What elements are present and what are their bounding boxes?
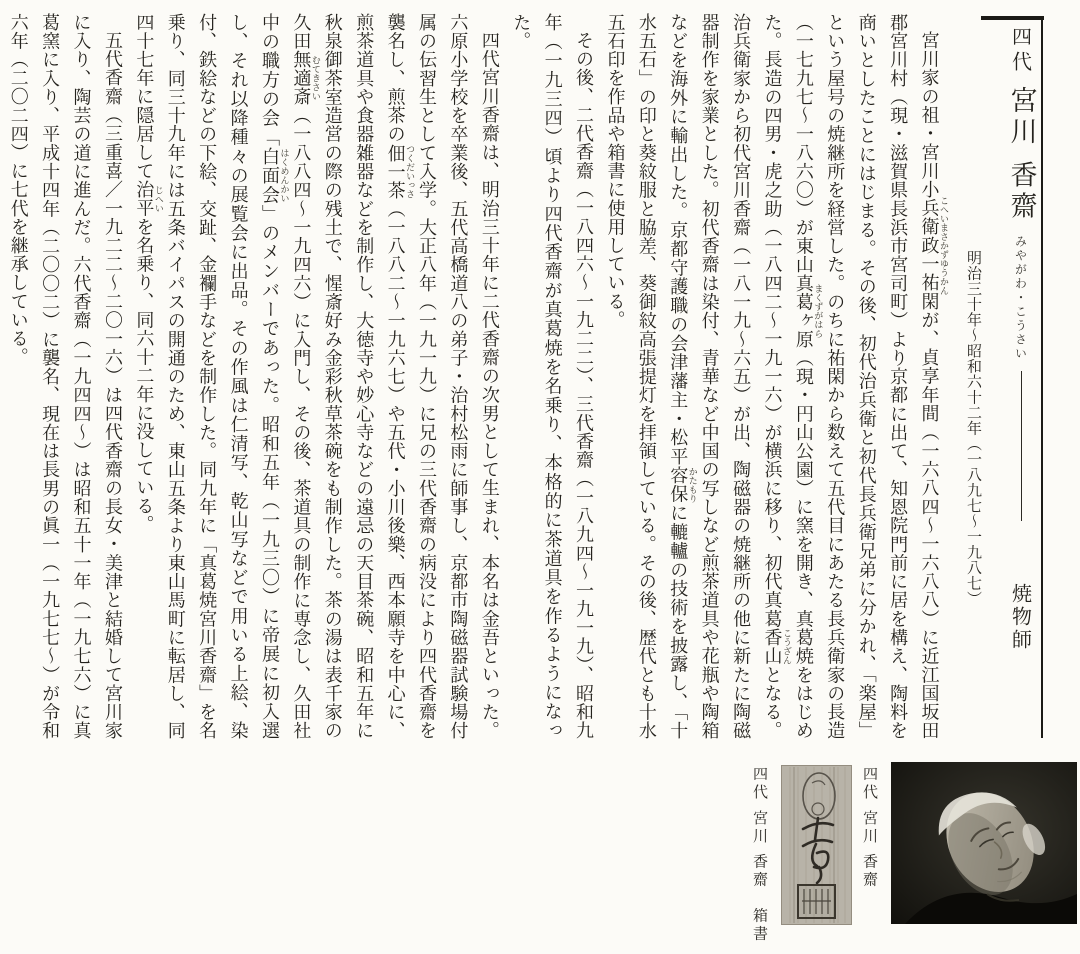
generation-label: 四代 bbox=[1008, 26, 1033, 76]
ruby-annotated-text: 小兵衛政一祐閑こへいまさかずゆうかん bbox=[918, 180, 948, 311]
box-inscription-graphic bbox=[781, 765, 852, 925]
box-inscription-image bbox=[781, 765, 852, 925]
ruby-annotated-text: 佃一茶つくだいっさ bbox=[384, 143, 415, 200]
portrait-photo-image bbox=[891, 762, 1077, 924]
box-inscription-caption: 四代 宮川 香齋 箱書 bbox=[751, 766, 769, 944]
ruby-annotated-text: 「白面会」はくめんかい bbox=[258, 127, 289, 224]
body-paragraph: 四代宮川香齋は、明治三十年に二代香齋の次男として生まれ、本名は金吾といった。六原小学校を卒業後、五代高橋道八の弟子・治村松雨に師事し、京都市陶磁器試験場付属の伝習生として入学。大正八年（一九一九）に兄の三代香齋の病没により四代香齋を襲名し、煎茶の佃一茶つくだいっさ（一八八二〜一九六七）や五代・小川後樂、西本願寺を中心に、煎茶道具や食器雑器などを制作し、大徳寺や妙心寺などの遠忌の天目茶碗、昭和五年に秋泉御茶室造営の際の残土で、惺斎好み金彩秋草茶碗をも制作した。茶の湯は表千家の久田無適斎むてきさい（一八八四〜一九四六）に入門し、その後、茶道具の制作に専念し、久田社中の職方の会「白面会」はくめんかいのメンバーであった。昭和五年（一九三〇）に帝展に初入選し、それ以降種々の展覧会に出品。その作風は仁清写、乾山写などで用いる上絵、染付、鉄絵などの下絵、交趾、金襴手などを制作した。同九年に「真葛焼宮川香齋」を名乗り、同三十九年には五条バイパスの開通のため、東山五条より東山馬町に転居し、同四十七年に隠居して治平じへいを名乗り、同六十二年に没している。 bbox=[133, 13, 500, 741]
name-reading: みやがわ・こうさい bbox=[1013, 234, 1028, 361]
ruby-annotated-text: 容保かたもり bbox=[667, 466, 697, 504]
portrait-photo bbox=[891, 762, 1077, 924]
portrait-caption: 四代 宮川 香齋 bbox=[861, 766, 879, 890]
body-text bbox=[7, 13, 948, 741]
title-divider bbox=[1021, 371, 1022, 521]
header-title-block bbox=[1000, 26, 1042, 726]
ruby-annotated-text: 真葛ヶ原まくずがはら bbox=[792, 273, 823, 349]
body-paragraph: 五代香齋（三重喜／一九二二〜二〇一六）は四代香齋の長女・美津と結婚して宮川家に入り、陶芸の道に進んだ。六代香齋（一九四四〜）は昭和五十一年（一九七六）に真葛窯に入り、平成十四年（二〇〇二）に襲名、現在は長男の眞一（一九七七〜）が令和六年（二〇二四）に七代を継承している。 bbox=[7, 13, 123, 740]
occupation-label: 焼物師 bbox=[1008, 582, 1033, 652]
ruby-annotated-text: 香山こうざん bbox=[761, 628, 791, 666]
body-paragraph: その後、二代香齋（一八四六〜一九二二）、三代香齋（一八九四〜一九一九）、昭和九年（一九三四）頃より四代香齋が真葛焼を名乗り、本格的に茶道具を作るようになった。 bbox=[510, 13, 595, 740]
life-dates: 明治三十年〜昭和六十二年（一八九七〜一九八七） bbox=[965, 250, 983, 607]
artist-name: 宮川 香齋 bbox=[1005, 86, 1037, 223]
body-paragraph: 宮川家の祖・宮川小兵衛政一祐閑こへいまさかずゆうかんが、貞享年間（一六八四〜一六八八）に近江国坂田郡宮川村（現・滋賀県長浜市宮司町）より京都に出て、知恩院門前に居を構え、陶料を商いとしたことにはじまる。その後、初代治兵衛と初代長兵衛兄弟に分かれ、「楽屋」という屋号の焼継所を経営した。のちに祐閑から数えて五代目にあたる長兵衛家の長造（一七九七〜一八六〇）が東山真葛ヶ原まくずがはら（現・円山公園）に窯を開き、真葛焼をはじめた。長造の四男・虎之助（一八四二〜一九一六）が横浜に移り、初代真葛香山こうざんとなる。治兵衛家から初代宮川香齋（一八一九〜六五）が出、陶磁器の焼継所の他に新たに陶磁器制作を家業とした。初代香齋は染付、青華など中国の写しなど煎茶道具や花瓶や陶箱などを海外に輸出した。京都守護職の会津藩主・松平容保かたもりに轆轤の技術を披露し、「十水五石」の印と葵紋服と脇差、葵御紋高張提灯を拝領している。その後、歴代とも十水五石印を作品や箱書に使用している。 bbox=[604, 13, 948, 740]
ruby-annotated-text: 治平じへい bbox=[133, 180, 163, 218]
ruby-annotated-text: 無適斎むてきさい bbox=[290, 50, 320, 107]
title-top-rule bbox=[981, 16, 1044, 20]
